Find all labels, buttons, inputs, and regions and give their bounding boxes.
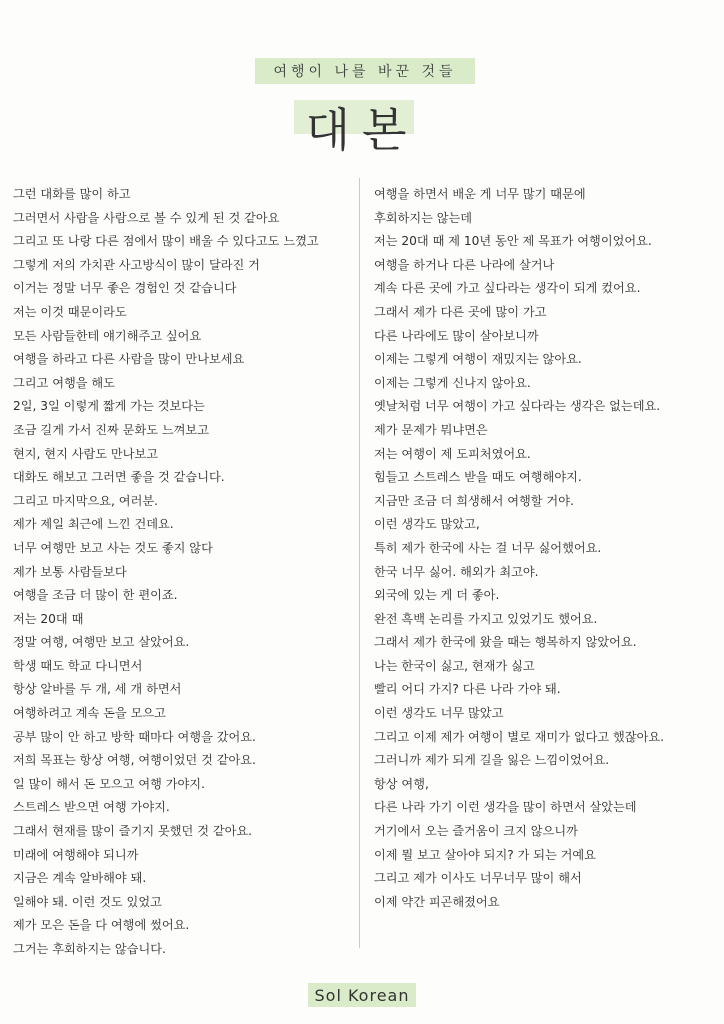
script-line: 계속 다른 곳에 가고 싶다라는 생각이 되게 컸어요. xyxy=(374,281,641,296)
script-line: 저희 목표는 항상 여행, 여행이었던 것 같아요. xyxy=(13,753,256,768)
script-line: 그리고 여행을 해도 xyxy=(13,375,115,390)
script-line: 그리고 이제 제가 여행이 별로 재미가 없다고 했잖아요. xyxy=(374,729,665,744)
script-line: 현지, 현지 사람도 만나보고 xyxy=(13,446,159,461)
script-line: 그리고 마지막으요, 여러분. xyxy=(13,493,159,508)
script-line: 후회하지는 않는데 xyxy=(374,210,473,225)
script-line: 그리고 제가 이사도 너무너무 많이 해서 xyxy=(374,871,582,886)
script-line: 저는 20대 때 xyxy=(13,611,84,626)
script-column-right xyxy=(374,183,719,914)
script-line: 정말 여행, 여행만 보고 살았어요. xyxy=(13,635,190,650)
script-line: 옛날처럼 너무 여행이 가고 싶다라는 생각은 없는데요. xyxy=(374,399,661,414)
script-line: 너무 여행만 보고 사는 것도 좋지 않다 xyxy=(13,540,213,555)
script-line: 이제는 그렇게 여행이 재밌지는 않아요. xyxy=(374,352,582,367)
script-line: 그런 대화를 많이 하고 xyxy=(13,187,131,201)
script-line: 제가 제일 최근에 느낀 건데요. xyxy=(13,517,174,532)
script-line: 그러니까 제가 되게 길을 잃은 느낌이었어요. xyxy=(374,753,610,768)
script-line: 일 많이 해서 돈 모으고 여행 가야지. xyxy=(13,776,205,791)
script-line: 거기에서 오는 즐거움이 크지 않으니까 xyxy=(374,824,578,839)
script-line: 항상 알바를 두 개, 세 개 하면서 xyxy=(13,682,182,697)
script-line: 그래서 제가 다른 곳에 많이 가고 xyxy=(374,304,547,319)
script-line: 제가 모은 돈을 다 여행에 썼어요. xyxy=(13,918,190,933)
script-line: 일해야 돼. 이런 것도 있었고 xyxy=(13,894,162,909)
script-line: 학생 때도 학교 다니면서 xyxy=(13,658,143,673)
script-line: 나는 한국이 싫고, 현재가 싫고 xyxy=(374,658,535,673)
script-column-left xyxy=(13,183,355,962)
subtitle: 여행이 나를 바꾼 것들 xyxy=(273,64,457,80)
script-line: 그리고 또 나랑 다른 점에서 많이 배울 수 있다고도 느꼈고 xyxy=(13,234,319,249)
script-line: 그래서 현재를 많이 즐기지 못했던 것 같아요. xyxy=(13,824,253,839)
script-line: 제가 보통 사람들보다 xyxy=(13,564,127,579)
script-line: 여행하려고 계속 돈을 모으고 xyxy=(13,706,166,721)
script-line: 모든 사람들한테 얘기해주고 싶어요 xyxy=(13,328,202,343)
script-line: 특히 제가 한국에 사는 걸 너무 싫어했어요. xyxy=(374,540,602,555)
script-line: 공부 많이 안 하고 방학 때마다 여행을 갔어요. xyxy=(13,729,256,744)
script-line: 지금은 계속 알바해야 돼. xyxy=(13,871,147,886)
script-line: 저는 여행이 제 도피처였어요. xyxy=(374,446,531,461)
brand-badge xyxy=(308,983,416,1007)
script-line: 스트레스 받으면 여행 가야지. xyxy=(13,800,170,815)
script-line: 지금만 조금 더 희생해서 여행할 거야. xyxy=(374,493,574,508)
script-line: 여행을 하면서 배운 게 너무 많기 때문에 xyxy=(374,187,586,201)
script-line: 항상 여행, xyxy=(374,776,429,791)
script-line: 그러면서 사람을 사람으로 볼 수 있게 된 것 같아요 xyxy=(13,210,280,225)
script-line: 그래서 제가 한국에 왔을 때는 행복하지 않았어요. xyxy=(374,635,637,650)
script-line: 그렇게 저의 가치관 사고방식이 많이 달라진 거 xyxy=(13,257,260,272)
script-line: 이제는 그렇게 신나지 않아요. xyxy=(374,375,531,390)
script-line: 다른 나라에도 많이 살아보니까 xyxy=(374,328,539,343)
script-line: 한국 너무 싫어. 해외가 최고야. xyxy=(374,564,539,579)
brand-name: Sol Korean xyxy=(314,985,410,1005)
script-line: 다른 나라 가기 이런 생각을 많이 하면서 살았는데 xyxy=(374,800,637,815)
page-title-wrap xyxy=(0,94,724,160)
script-line: 여행을 조금 더 많이 한 편이죠. xyxy=(13,588,178,603)
script-line: 완전 흑백 논리를 가지고 있었기도 했어요. xyxy=(374,611,598,626)
script-line: 빨리 어디 가지? 다른 나라 가야 돼. xyxy=(374,682,561,697)
script-line: 힘들고 스트레스 받을 때도 여행해야지. xyxy=(374,470,582,485)
script-line: 여행을 하라고 다른 사람을 많이 만나보세요 xyxy=(13,352,245,367)
script-line: 미래에 여행해야 되니까 xyxy=(13,847,139,862)
script-line: 외국에 있는 게 더 좋아. xyxy=(374,588,500,603)
script-line: 2일, 3일 이렇게 짧게 가는 것보다는 xyxy=(13,399,205,414)
script-line: 조금 길게 가서 진짜 문화도 느껴보고 xyxy=(13,422,209,437)
script-line: 이제 뭘 보고 살아야 되지? 가 되는 거예요 xyxy=(374,847,596,862)
script-line: 여행을 하거나 다른 나라에 살거나 xyxy=(374,257,555,272)
page-title: 대본 xyxy=(305,103,419,157)
header xyxy=(0,0,724,170)
script-line: 이런 생각도 많았고, xyxy=(374,517,480,532)
script-line: 이제 약간 피곤해졌어요 xyxy=(374,894,500,909)
subtitle-banner xyxy=(255,58,475,84)
script-line: 이런 생각도 너무 많았고 xyxy=(374,706,504,721)
script-line: 제가 문제가 뭐냐면은 xyxy=(374,422,488,437)
script-line: 저는 이것 때문이라도 xyxy=(13,304,127,319)
script-line: 저는 20대 때 제 10년 동안 제 목표가 여행이었어요. xyxy=(374,234,652,249)
column-divider xyxy=(359,178,360,948)
script-line: 대화도 해보고 그러면 좋을 것 같습니다. xyxy=(13,470,225,485)
script-line: 그거는 후회하지는 않습니다. xyxy=(13,942,166,956)
script-line: 이거는 정말 너무 좋은 경험인 것 같습니다 xyxy=(13,281,237,296)
